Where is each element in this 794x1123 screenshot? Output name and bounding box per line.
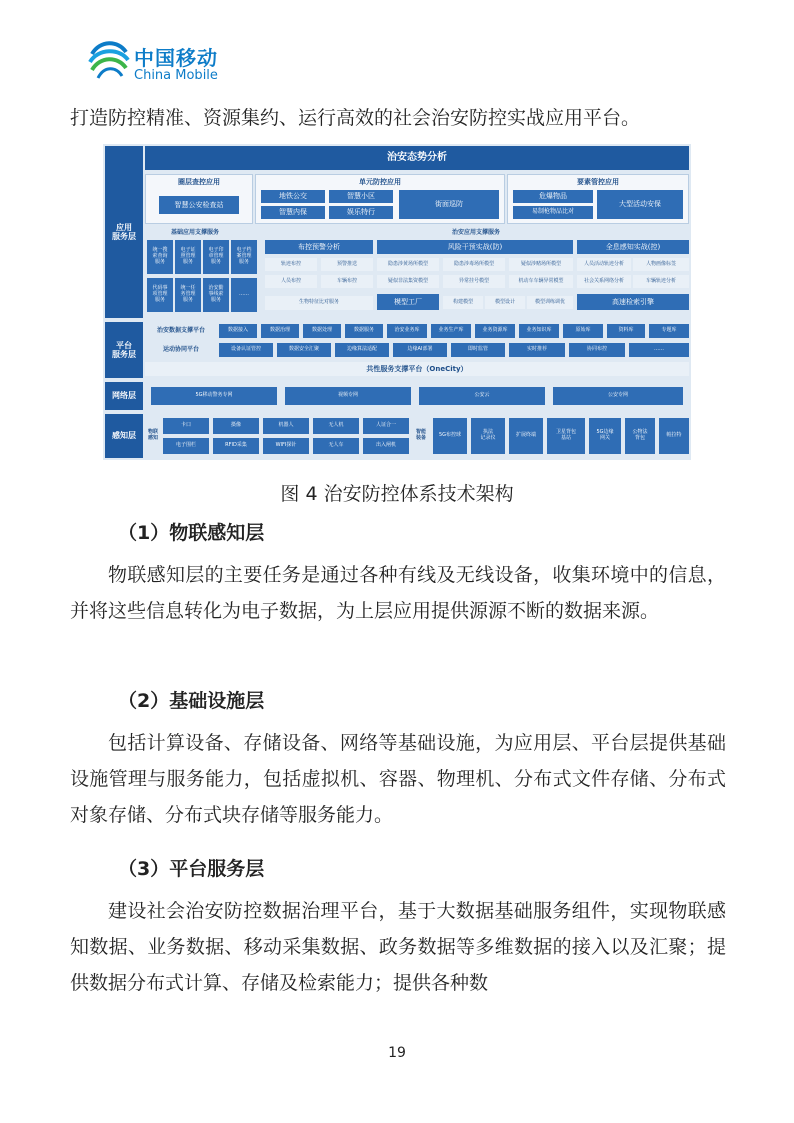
section-body: 物联感知层的主要任务是通过各种有线及无线设备，收集环境中的信息，并将这些信息转化为电子数据，为上层应用提供源源不断的数据来源。 (70, 564, 726, 622)
sense-left-item: 无人机 (313, 418, 359, 434)
group-g2: 单元防控应用 (255, 174, 505, 224)
basic-support-item: 统一搜 索查询 服务 (147, 240, 173, 274)
risk-item: 机动车车辆异常模型 (509, 275, 573, 288)
sense-left-item: WIFI探针 (263, 438, 309, 454)
sense-left-item: 摄像 (213, 418, 259, 434)
g1-item: 智慧公安检查站 (159, 196, 239, 214)
china-mobile-logo-icon (88, 38, 130, 82)
risk-item: 异常挂号模型 (443, 275, 505, 288)
platform-row3: 共性服务支撑平台（OneCity） (145, 362, 689, 376)
layer-label-network: 网络层 (105, 382, 143, 410)
perceive-title: 全息感知实战(控) (577, 240, 689, 254)
risk-item: 模型设计 (485, 296, 525, 309)
platform-row1-item: 数据治理 (261, 324, 299, 338)
warn-title: 布控预警分析 (265, 240, 373, 254)
section-heading: （1）物联感知层 (118, 522, 265, 544)
sense-left-item: 卡口 (163, 418, 209, 434)
risk-item: 模型工厂 (377, 294, 439, 310)
g2-item: 智慧内保 (261, 206, 325, 219)
group-g1: 圈层查控应用 (145, 174, 253, 224)
network-item: 公安专网 (553, 387, 683, 405)
logo-english-name: China Mobile (134, 68, 218, 83)
platform-row2-item: 协同布控 (569, 343, 625, 357)
platform-row1-item: 治安业务库 (387, 324, 427, 338)
platform-row2-item: 边缘AI部署 (393, 343, 447, 357)
g3-item: 大型活动安保 (597, 190, 683, 219)
perceive-item: 车辆轨迹分析 (633, 275, 689, 288)
sense-right-item: 执法 记录仪 (471, 418, 505, 454)
sense-right-item: 公物法 背包 (625, 418, 655, 454)
g2-item: 地铁公交 (261, 190, 325, 203)
platform-row2-label: 运动协同平台 (162, 345, 199, 353)
logo-chinese-name: 中国移动 (134, 46, 218, 70)
platform-row1-item: 原始库 (563, 324, 603, 338)
section-heading: （3）平台服务层 (118, 858, 265, 880)
sense-label: 智能 装备 (415, 429, 426, 441)
sense-right-item: 扩展终端 (509, 418, 543, 454)
architecture-diagram (103, 144, 691, 460)
figure-caption: 图 4 治安防控体系技术架构 (280, 483, 514, 505)
g2-item: 智慧小区 (329, 190, 393, 203)
group-g3: 要素管控应用 (507, 174, 689, 224)
risk-item: 疑似涉赌场所模型 (509, 258, 573, 271)
platform-row1-item: 数据接入 (219, 324, 257, 338)
warn-item: 轨迹布控 (265, 258, 317, 271)
network-item: 5G移动警务专网 (151, 387, 277, 405)
platform-row1-item: 业务知识库 (519, 324, 559, 338)
sense-right-item: 5G布控球 (433, 418, 467, 454)
layer-label-sense: 感知层 (105, 414, 143, 458)
g2-item: 街面巡防 (399, 190, 499, 219)
sense-right-item: 卫星背包 基站 (547, 418, 585, 454)
g3-item: 危爆物品 (513, 190, 593, 203)
platform-row1-label: 治安数据支撑平台 (156, 326, 205, 334)
platform-row2-item: 实时推荐 (509, 343, 565, 357)
section-body: 建设社会治安防控数据治理平台，基于大数据基础服务组件，实现物联感知数据、业务数据、移动采集数据、政务数据等多维数据的接入以及汇聚；提供数据分布式计算、存储及检索能力；提供各种数 (70, 900, 726, 994)
layer-label-platform: 平台 服务层 (105, 322, 143, 378)
risk-item: 模型训练调优 (527, 296, 573, 309)
sense-right-item: 帕拉特 (659, 418, 689, 454)
basic-support-item: 统一任 务管理 服务 (175, 278, 201, 312)
warn-item: 车辆布控 (321, 275, 373, 288)
china-mobile-logo (88, 38, 248, 88)
sense-label: 物联 感知 (147, 429, 158, 441)
sense-left-item: 无人车 (313, 438, 359, 454)
layer-label-app: 应用 服务层 (105, 146, 143, 318)
platform-row2-item: 设备认证管控 (219, 343, 273, 357)
page-number: 19 (388, 1045, 406, 1061)
top-banner: 治安态势分析 (145, 146, 689, 170)
platform-row2-item: 数据安全汇聚 (277, 343, 331, 357)
platform-row1-item: 业务资源库 (475, 324, 515, 338)
basic-support-title: 基础应用支撑服务 (171, 228, 220, 236)
basic-support-item: 电子档 案管理 服务 (231, 240, 257, 274)
network-item: 视频专网 (285, 387, 411, 405)
warn-item: 预警推送 (321, 258, 373, 271)
sense-left-item: 机器人 (263, 418, 309, 434)
g3-item: 易制枪物品比对 (513, 206, 593, 219)
intro-line: 打造防控精准、资源集约、运行高效的社会治安防控实战应用平台。 (70, 107, 641, 129)
sense-left-item: RFID采集 (213, 438, 259, 454)
platform-row1-item: 数据服务 (345, 324, 383, 338)
app-support-title: 治安应用支撑服务 (451, 228, 500, 236)
section-heading: （2）基础设施层 (118, 690, 265, 712)
platform-row1-item: 业务生产库 (431, 324, 471, 338)
sense-right-item: 5G边缘 网关 (589, 418, 621, 454)
basic-support-item: 电子印 章管理 服务 (203, 240, 229, 274)
basic-support-item: 治安勤 事线索 服务 (203, 278, 229, 312)
platform-row2-item: 边缘算法适配 (335, 343, 389, 357)
risk-title: 风险干预实战(防) (377, 240, 573, 254)
basic-support-item: 代码事 项管理 服务 (147, 278, 173, 312)
warn-item: 人员布控 (265, 275, 317, 288)
risk-item: 构建模型 (443, 296, 483, 309)
perceive-item: 社会关系网络分析 (577, 275, 631, 288)
perceive-item: 人物画像标签 (633, 258, 689, 271)
perceive-item: 高速检索引擎 (577, 294, 689, 310)
platform-row2-item: 即时监管 (451, 343, 505, 357)
warn-item: 生物特征比对服务 (265, 296, 373, 310)
sense-left-item: 出入闸机 (363, 438, 409, 454)
section-body: 包括计算设备、存储设备、网络等基础设施，为应用层、平台层提供基础设施管理与服务能力，包括虚拟机、容器、物理机、分布式文件存储、分布式对象存储、分布式块存储等服务能力。 (70, 732, 726, 826)
platform-row1-item: 专题库 (649, 324, 689, 338)
platform-row1-item: 数据处理 (303, 324, 341, 338)
sense-left-item: 电子围栏 (163, 438, 209, 454)
platform-row1-item: 资料库 (607, 324, 645, 338)
network-item: 公安云 (419, 387, 545, 405)
risk-item: 隐患涉黄场所模型 (377, 258, 439, 271)
risk-item: 疑似非法集资模型 (377, 275, 439, 288)
sense-left-item: 人证合一 (363, 418, 409, 434)
perceive-item: 人员活动轨迹分析 (577, 258, 631, 271)
g2-item: 娱乐特行 (329, 206, 393, 219)
basic-support-item: 电子证 照管理 服务 (175, 240, 201, 274)
platform-row2-item: …… (629, 343, 689, 357)
basic-support-item: …… (231, 278, 257, 312)
risk-item: 隐患涉毒场所模型 (443, 258, 505, 271)
